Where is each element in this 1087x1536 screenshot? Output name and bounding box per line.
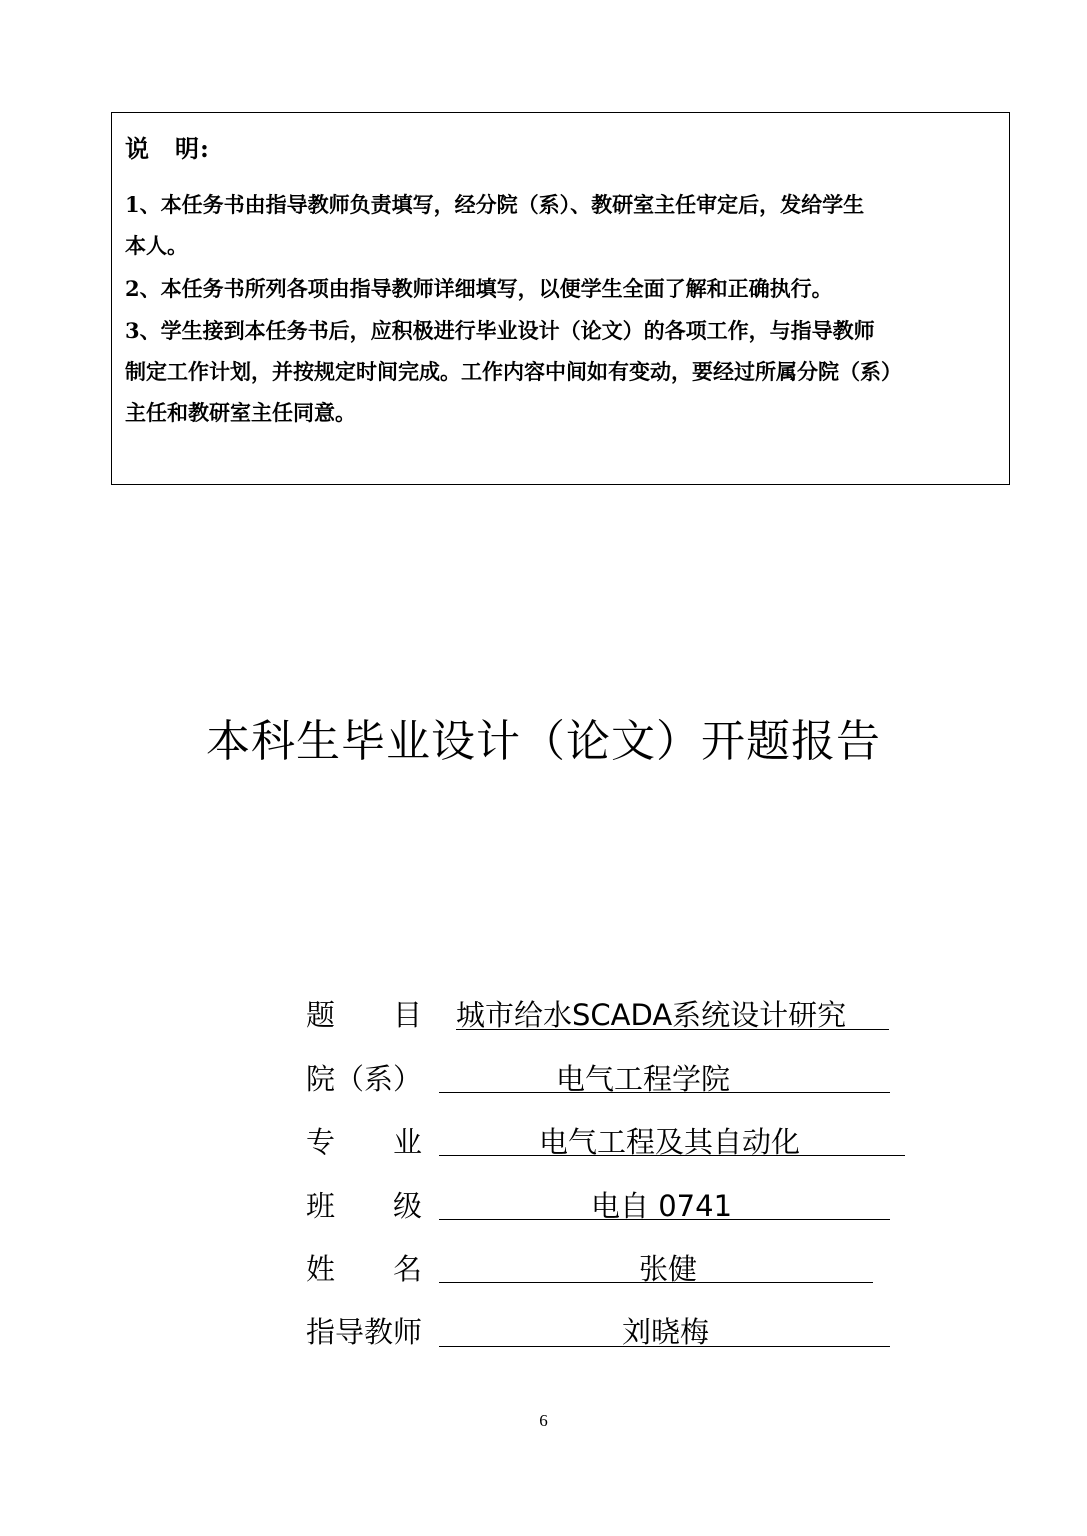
field-label: 专 业 — [306, 1125, 423, 1159]
field-value: 电气工程学院 — [556, 1062, 731, 1096]
field-underline — [439, 1155, 905, 1156]
field-class — [306, 1184, 906, 1228]
notice-line: 本人。 — [125, 233, 188, 258]
notice-title: 说 明: — [125, 134, 210, 163]
notice-line: 制定工作计划，并按规定时间完成。工作内容中间如有变动，要经过所属分院（系） — [125, 359, 902, 384]
field-value: 刘晓梅 — [622, 1315, 710, 1349]
field-label: 指导教师 — [306, 1315, 423, 1349]
field-label: 姓 名 — [306, 1252, 423, 1286]
field-underline — [439, 1092, 890, 1093]
field-major — [306, 1120, 906, 1164]
field-label: 院（系） — [306, 1062, 423, 1096]
field-label: 班 级 — [306, 1189, 423, 1223]
field-value: 城市给水SCADA系统设计研究 — [456, 998, 847, 1032]
notice-line: 主任和教研室主任同意。 — [125, 400, 356, 425]
notice-box — [111, 112, 1010, 485]
notice-line: 1、本任务书由指导教师负责填写，经分院（系）、教研室主任审定后，发给学生 — [125, 192, 865, 217]
notice-line: 3、学生接到本任务书后，应积极进行毕业设计（论文）的各项工作，与指导教师 — [125, 318, 875, 343]
field-name — [306, 1247, 906, 1291]
field-underline — [439, 1346, 890, 1347]
document-title: 本科生毕业设计（论文）开题报告 — [206, 716, 881, 767]
field-label: 题 目 — [306, 998, 423, 1032]
page-number: 6 — [539, 1411, 548, 1430]
field-topic — [306, 993, 906, 1037]
field-underline — [456, 1029, 889, 1030]
field-department — [306, 1057, 906, 1101]
field-value: 电自 0741 — [591, 1189, 733, 1223]
field-value: 张健 — [639, 1252, 698, 1286]
field-advisor — [306, 1310, 906, 1354]
field-value: 电气工程及其自动化 — [539, 1125, 801, 1159]
field-underline — [439, 1282, 873, 1283]
notice-line: 2、本任务书所列各项由指导教师详细填写，以便学生全面了解和正确执行。 — [125, 276, 833, 301]
field-underline — [439, 1219, 890, 1220]
